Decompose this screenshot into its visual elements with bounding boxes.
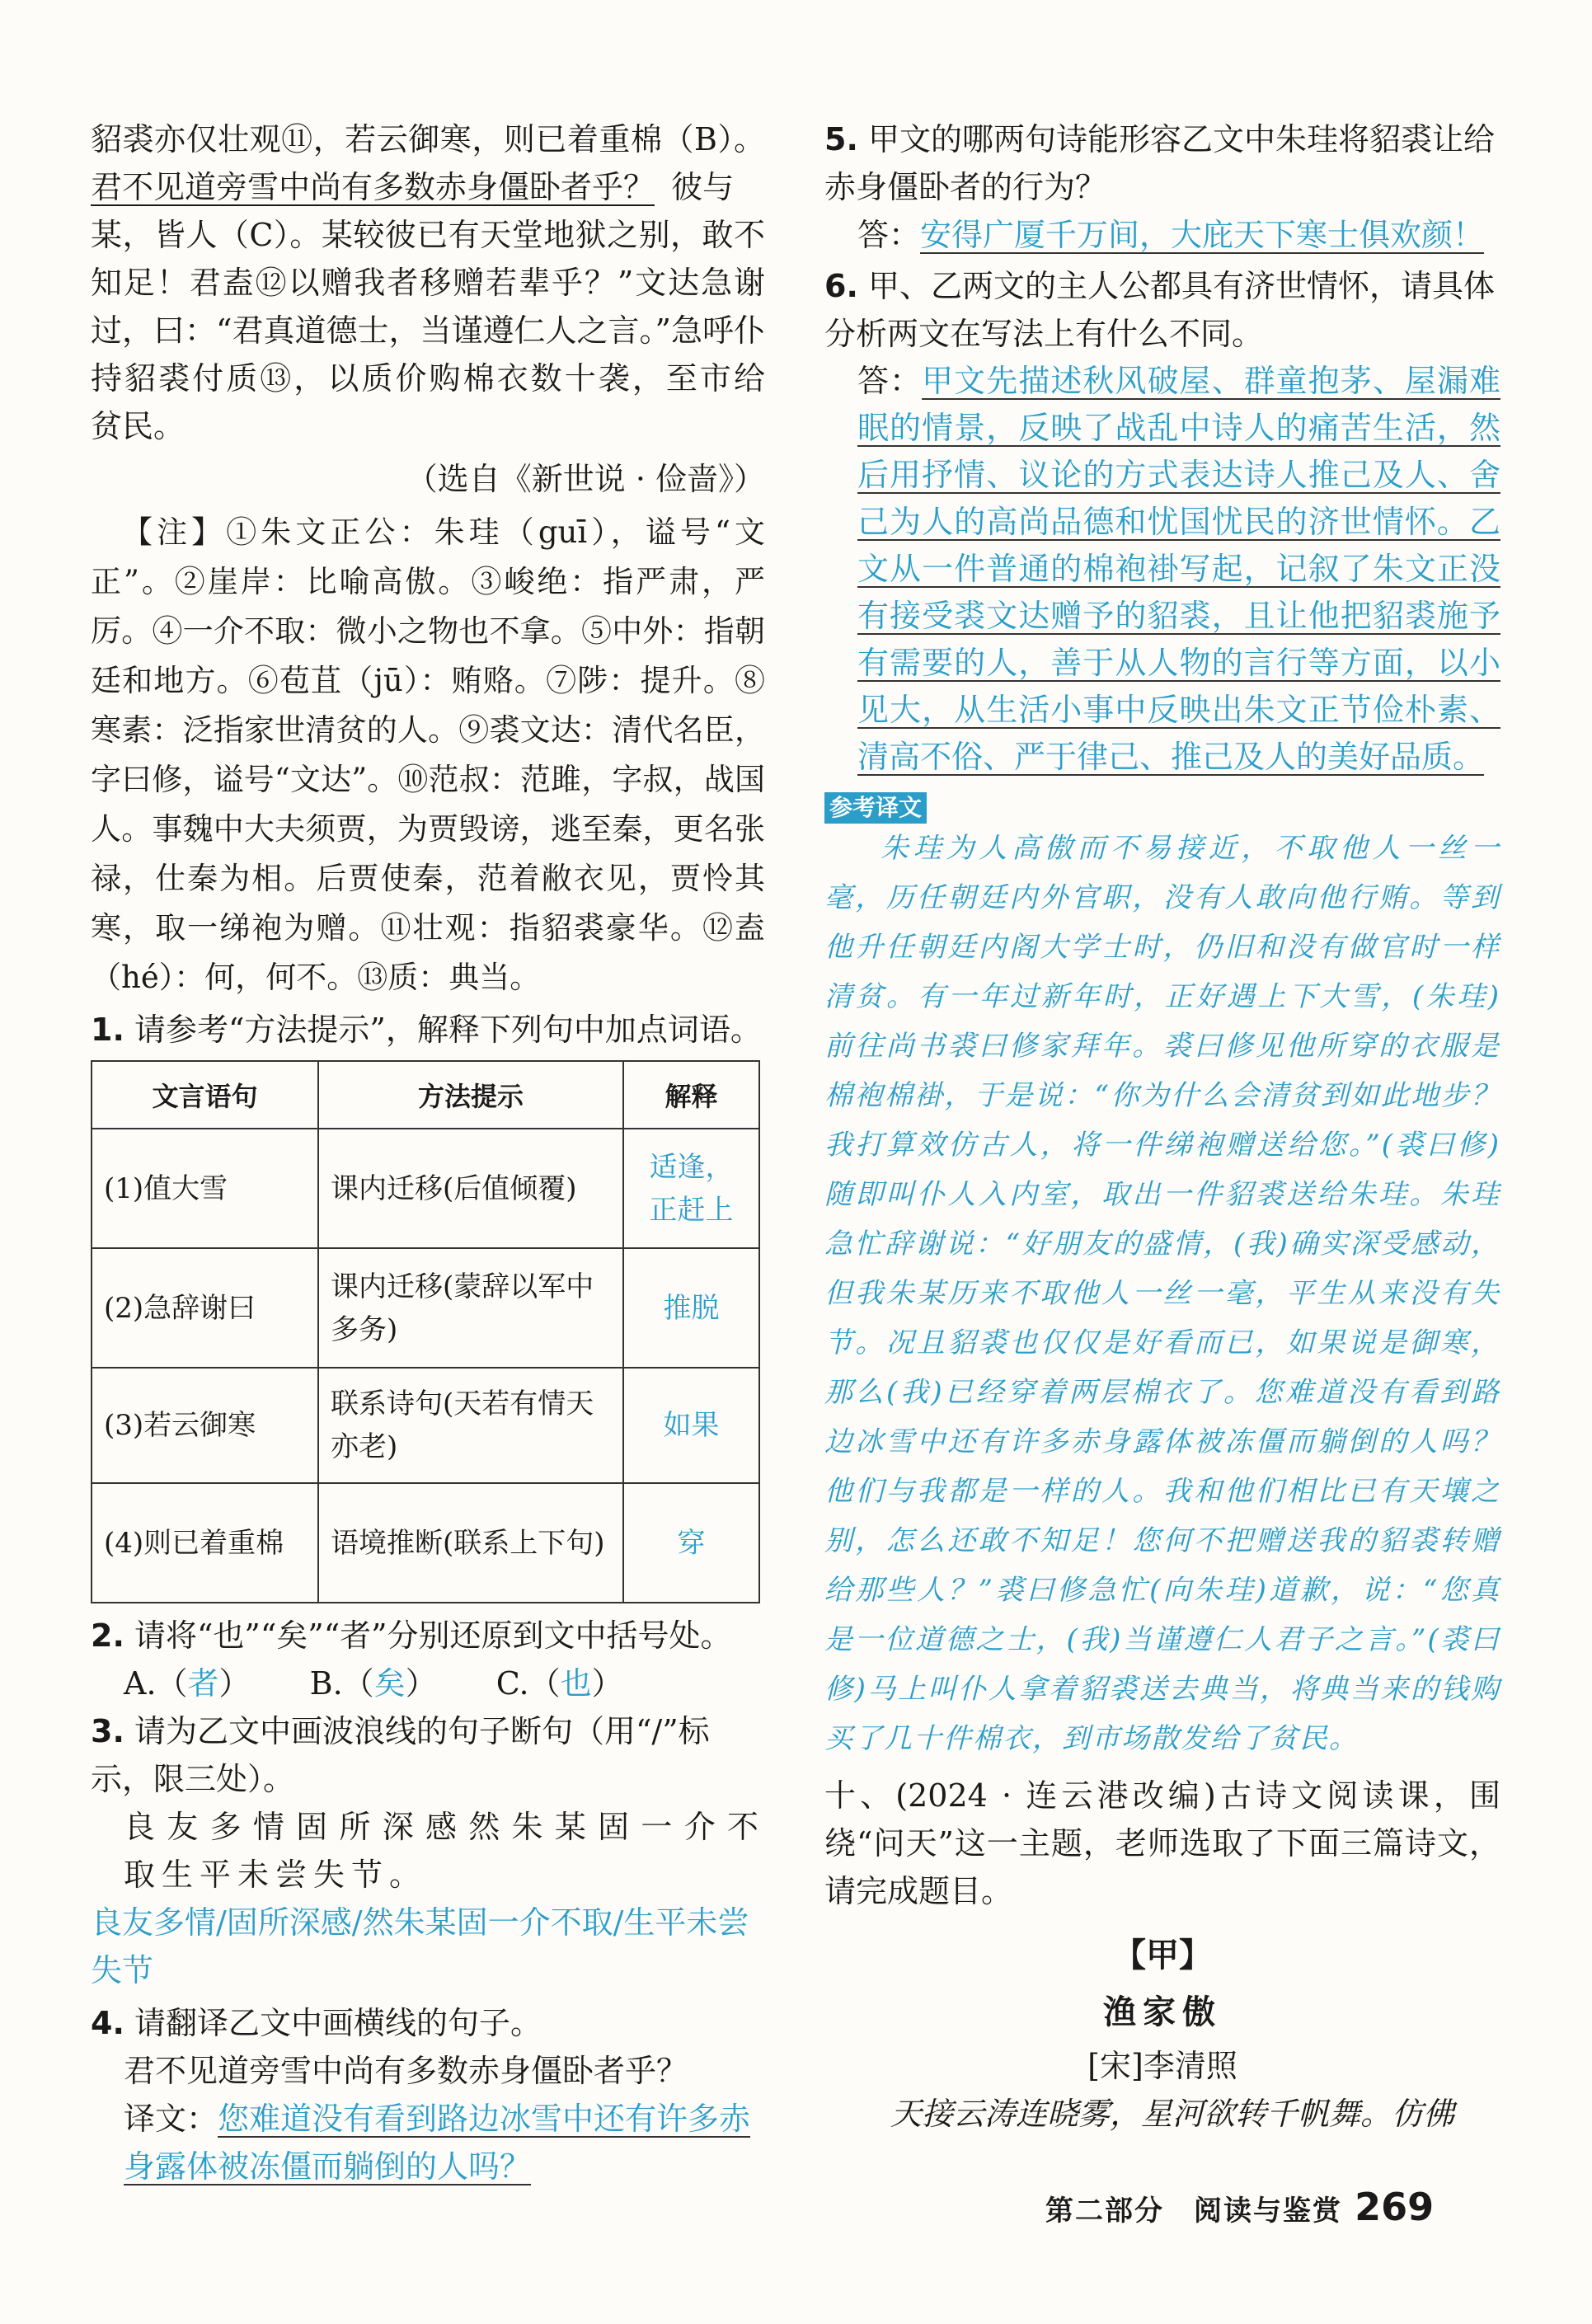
question-5-answer: 安得广厦千万间，大庇天下寒士俱欢颜！ [920, 217, 1485, 253]
question-4-sentence: 君不见道旁雪中尚有多数赤身僵卧者乎？ [124, 2053, 688, 2089]
table-cell-answer: 推脱 [623, 1248, 759, 1368]
passage-line: 某，皆人（C）。某较彼已有天堂地狱之别，敢不 [91, 217, 765, 253]
answer-label: 译文： [124, 2101, 218, 2137]
page-number: 269 [1355, 2185, 1435, 2229]
table-cell-sentence: (4)则已着重棉 [92, 1483, 318, 1603]
question-number: 4. [91, 2005, 124, 2041]
question-1 [91, 1006, 765, 1054]
question-source: (2024 · 连云港改编) [895, 1777, 1216, 1814]
table-cell-tip: 课内迁移(后值倾覆) [318, 1129, 623, 1248]
answer-a: 者 [187, 1665, 219, 1702]
table-cell-sentence: (2)急辞谢曰 [92, 1248, 318, 1368]
question-6 [824, 262, 1500, 358]
question-3 [91, 1707, 765, 1803]
answer-a-label: A.（ [124, 1665, 188, 1702]
poem-first-line: 天接云涛连晓雾，星河欲转千帆舞。仿佛 [890, 2096, 1455, 2132]
page-footer [1045, 2185, 1557, 2229]
question-10 [824, 1772, 1500, 1915]
passage-source: （选自《新世说 · 俭啬》） [406, 461, 765, 497]
answer-c-close: ） [591, 1665, 623, 1702]
question-text: 请将“也”“矣”“者”分别还原到文中括号处。 [134, 1617, 732, 1654]
question-text: 古诗文阅读课，围绕“问天”这一主题，老师选取了下面三篇诗文，请完成题目。 [824, 1777, 1500, 1909]
question-number: 3. [91, 1713, 124, 1749]
underlined-sentence: 君不见道旁雪中尚有多数赤身僵卧者乎？ [91, 169, 655, 205]
question-number: 5. [824, 121, 858, 157]
passage-line: 贫民。 [91, 408, 185, 444]
table-row [92, 1368, 759, 1483]
question-5-answer-block [824, 211, 1500, 259]
question-text: 请翻译乙文中画横线的句子。 [134, 2005, 542, 2041]
table-cell-tip: 语境推断(联系上下句) [318, 1483, 623, 1603]
question-number: 6. [824, 268, 858, 304]
left-column [91, 115, 765, 2190]
table-cell-tip: 课内迁移(蒙辞以军中多务) [318, 1248, 623, 1368]
question-text: 甲、乙两文的主人公都具有济世情怀，请具体分析两文在写法上有什么不同。 [824, 268, 1495, 352]
question-4-answer: 您难道没有看到路边冰雪中还有许多赤身露体被冻僵而躺倒的人吗？ [124, 2101, 751, 2185]
passage-line [91, 163, 765, 211]
poem-author: [宋]李清照 [1087, 2048, 1237, 2084]
question-6-answer: 甲文先描述秋风破屋、群童抱茅、屋漏难眠的情景，反映了战乱中诗人的痛苦生活，然后用抒情、议论的方式表达诗人推己及人、舍己为人的高尚品德和忧国忧民的济世情怀。乙文从一件普通的棉袍褂写起，记叙了朱文正没有接受裘文达赠予的貂裘，且让他把貂裘施予有需要的人，善于从人物的言行等方面，以小见大，从生活小事中反映出朱文正节俭朴素、清高不俗、严于律己、推己及人的美好品质。 [857, 363, 1500, 775]
question-4-answer-block [91, 2095, 765, 2190]
poem-section: 【甲】 [1113, 1936, 1212, 1974]
question-2-answers [91, 1660, 765, 1707]
poem-title: 渔家傲 [1103, 1993, 1222, 2031]
question-6-answer-block [824, 358, 1500, 781]
answer-b-close: ） [405, 1665, 437, 1702]
answer-b-label: B.（ [309, 1665, 374, 1702]
method-table [91, 1060, 760, 1603]
question-5 [824, 115, 1500, 211]
answer-label: 答： [857, 217, 921, 253]
passage-line: 过，曰：“君真道德士，当谨遵仁人之言。”急呼仆 [91, 312, 765, 349]
question-text: 请为乙文中画波浪线的句子断句（用“/”标示，限三处）。 [91, 1713, 710, 1797]
question-4 [91, 1999, 765, 2047]
table-cell-tip: 联系诗句(天若有情天亦老) [318, 1368, 623, 1483]
table-row [92, 1248, 759, 1368]
table-header-row [92, 1061, 759, 1129]
table-cell-sentence: (1)值大雪 [92, 1129, 318, 1248]
passage-line: 知足！君盍⑫以赠我者移赠若辈乎？”文达急谢 [91, 265, 765, 301]
passage-fragment: 彼与 [671, 169, 735, 205]
table-cell-answer: 适逢，正赶上 [623, 1129, 759, 1248]
question-2 [91, 1612, 765, 1660]
table-row [92, 1483, 759, 1603]
table-row [92, 1129, 759, 1248]
table-header: 方法提示 [318, 1061, 623, 1129]
right-column [824, 115, 1500, 2138]
reference-translation-tag [824, 781, 1500, 824]
question-number: 十、 [824, 1777, 896, 1814]
table-cell-sentence: (3)若云御寒 [92, 1368, 318, 1483]
wavy-sentence-line: 良友多情固所深感然朱某固一介不 [124, 1809, 765, 1845]
table-cell-answer: 如果 [623, 1368, 759, 1483]
passage-line: 貂裘亦仅壮观⑪，若云御寒，则已着重棉（B）。 [91, 121, 765, 157]
footer-section-label: 第二部分 阅读与鉴赏 [1045, 2195, 1342, 2228]
question-number: 1. [91, 1012, 124, 1048]
question-text: 请参考“方法提示”，解释下列句中加点词语。 [134, 1012, 762, 1048]
answer-b: 矣 [373, 1665, 406, 1702]
table-header: 解释 [623, 1061, 759, 1129]
notes: 【注】①朱文正公：朱珪（guī），谥号“文正”。②崖岸：比喻高傲。③峻绝：指严肃，严厉。④一介不取：微小之物也不拿。⑤中外：指朝廷和地方。⑥苞苴（jū）：贿赂。⑦陟：提升。⑧寒素：泛指家世清贫的人。⑨裘文达：清代名臣，字曰修，谥号“文达”。⑩范叔：范雎，字叔，战国人。事魏中大夫须贾，为贾毁谤，逃至秦，更名张禄，仕秦为相。后贾使秦，范着敝衣见，贾怜其寒，取一绨袍为赠。⑪壮观：指貂裘豪华。⑫盍（hé）：何，何不。⑬质：典当。 [91, 514, 765, 995]
reference-label: 参考译文 [824, 792, 927, 824]
passage-line: 持貂裘付质⑬，以质价购棉衣数十袭，至市给 [91, 360, 765, 397]
answer-label: 答： [857, 363, 923, 399]
wavy-sentence-line: 取生平未尝失节。 [124, 1857, 428, 1893]
answer-c-label: C.（ [495, 1665, 561, 1702]
question-3-answer: 良友多情/固所深感/然朱某固一介不取/生平未尝失节 [91, 1904, 749, 1988]
answer-a-close: ） [218, 1665, 251, 1702]
answer-c: 也 [560, 1665, 592, 1702]
table-header: 文言语句 [92, 1061, 318, 1129]
question-number: 2. [91, 1617, 124, 1654]
table-cell-answer: 穿 [623, 1483, 759, 1603]
reference-translation: 朱珪为人高傲而不易接近，不取他人一丝一毫，历任朝廷内外官职，没有人敢向他行贿。等到他升任朝廷内阁大学士时，仍旧和没有做官时一样清贫。有一年过新年时，正好遇上下大雪，(朱珪)前往尚书裘曰修家拜年。裘曰修见他所穿的衣服是棉袍棉褂，于是说：“你为什么会清贫到如此地步？我打算效仿古人，将一件绨袍赠送给您。”(裘曰修)随即叫仆人入内室，取出一件貂裘送给朱珪。朱珪急忙辞谢说：“好朋友的盛情，(我)确实深受感动，但我朱某历来不取他人一丝一毫，平生从来没有失节。况且貂裘也仅仅是好看而已，如果说是御寒，那么(我)已经穿着两层棉衣了。您难道没有看到路边冰雪中还有许多赤身露体被冻僵而躺倒的人吗？他们与我都是一样的人。我和他们相比已有天壤之别，怎么还敢不知足！您何不把赠送我的貂裘转赠给那些人？”裘曰修急忙(向朱珪)道歉，说：“您真是一位道德之士，(我)当谨遵仁人君子之言。”(裘曰修)马上叫仆人拿着貂裘送去典当，将典当来的钱购买了几十件棉衣，到市场散发给了贫民。 [824, 832, 1500, 1755]
question-text: 甲文的哪两句诗能形容乙文中朱珪将貂裘让给赤身僵卧者的行为？ [824, 121, 1495, 205]
